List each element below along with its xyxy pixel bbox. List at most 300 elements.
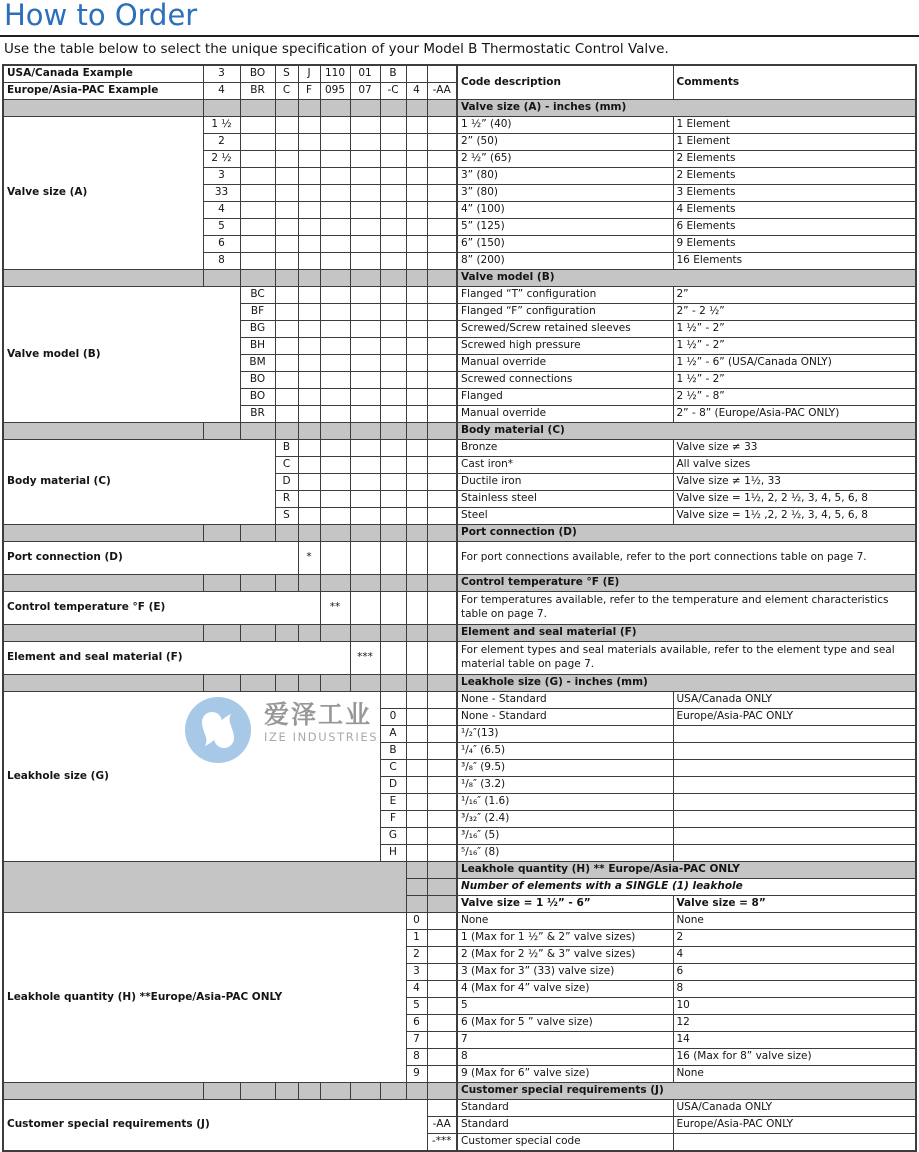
- code-cell: BO: [240, 371, 275, 388]
- empty-cell: [427, 827, 457, 844]
- empty-cell: [380, 507, 406, 524]
- example-code-cell: J: [298, 65, 320, 83]
- comment-cell: 4: [673, 946, 916, 963]
- code-cell: [380, 691, 406, 708]
- empty-cell: [320, 116, 350, 133]
- desc-cell: 4” (100): [457, 201, 673, 218]
- desc-cell: Screwed high pressure: [457, 337, 673, 354]
- empty-cell: [406, 405, 427, 422]
- example-code-cell: BR: [240, 82, 275, 99]
- comment-cell: 2”: [673, 286, 916, 303]
- empty-cell: [320, 218, 350, 235]
- example-code-cell: C: [275, 82, 298, 99]
- empty-cell: [406, 759, 427, 776]
- desc-cell: 2 ½” (65): [457, 150, 673, 167]
- empty-cell: [427, 1065, 457, 1082]
- band-code-cell: [320, 269, 350, 286]
- empty-cell: [350, 286, 380, 303]
- empty-cell: [427, 252, 457, 269]
- band-code-cell: [406, 99, 427, 116]
- code-cell: 0: [380, 708, 406, 725]
- empty-cell: [350, 354, 380, 371]
- comment-cell: 1 ½” - 2”: [673, 337, 916, 354]
- code-cell: S: [275, 507, 298, 524]
- empty-cell: [275, 388, 298, 405]
- band-code-cell: [275, 674, 298, 691]
- comment-cell: All valve sizes: [673, 456, 916, 473]
- desc-cell: 7: [457, 1031, 673, 1048]
- empty-cell: [380, 167, 406, 184]
- empty-cell: [350, 150, 380, 167]
- desc-cell: Flanged: [457, 388, 673, 405]
- desc-cell: 2” (50): [457, 133, 673, 150]
- empty-cell: [427, 980, 457, 997]
- comment-cell: [673, 725, 916, 742]
- empty-cell: [406, 793, 427, 810]
- empty-cell: [350, 235, 380, 252]
- desc-cell: 3 (Max for 3” (33) valve size): [457, 963, 673, 980]
- band-code-cell: [380, 422, 406, 439]
- band-code-cell: [203, 1082, 240, 1099]
- empty-cell: [298, 405, 320, 422]
- code-cell: F: [380, 810, 406, 827]
- desc-cell: 2 (Max for 2 ½” & 3” valve sizes): [457, 946, 673, 963]
- band-code-cell: [406, 269, 427, 286]
- band-code-cell: [298, 422, 320, 439]
- empty-cell: [406, 844, 427, 861]
- empty-cell: [350, 337, 380, 354]
- code-cell: 5: [203, 218, 240, 235]
- empty-cell: [406, 507, 427, 524]
- empty-cell: [380, 303, 406, 320]
- desc-cell: ¹/₂″(13): [457, 725, 673, 742]
- desc-cell: Bronze: [457, 439, 673, 456]
- empty-cell: [320, 184, 350, 201]
- empty-cell: [406, 708, 427, 725]
- example-code-cell: BO: [240, 65, 275, 83]
- band-code-cell: [380, 99, 406, 116]
- section-label: Leakhole size (G): [3, 691, 380, 861]
- desc-cell: ³/₁₆″ (5): [457, 827, 673, 844]
- empty-cell: [350, 133, 380, 150]
- empty-cell: [406, 371, 427, 388]
- code-cell: 2 ½: [203, 150, 240, 167]
- comment-cell: 2” - 8” (Europe/Asia-PAC ONLY): [673, 405, 916, 422]
- empty-cell: [427, 371, 457, 388]
- empty-cell: [320, 337, 350, 354]
- band-code-cell: [275, 422, 298, 439]
- band-code-cell: [350, 624, 380, 641]
- band-code-cell: [406, 1082, 427, 1099]
- desc-cell: 5: [457, 997, 673, 1014]
- band-left-cell: [3, 524, 203, 541]
- band-code-cell: [240, 624, 275, 641]
- code-cell: BG: [240, 320, 275, 337]
- code-cell: 4: [203, 201, 240, 218]
- comment-cell: [673, 810, 916, 827]
- code-cell: BM: [240, 354, 275, 371]
- band-code-cell: [350, 524, 380, 541]
- band-code-cell: [350, 422, 380, 439]
- empty-cell: [427, 133, 457, 150]
- quantity-col-header: Valve size = 8”: [673, 895, 916, 912]
- page-subtitle: Use the table below to select the unique specification of your Model B Thermostatic Control Valve.: [4, 40, 669, 57]
- band-code-cell: [380, 524, 406, 541]
- empty-cell: [320, 167, 350, 184]
- marker-cell: ***: [350, 641, 380, 674]
- empty-cell: [427, 405, 457, 422]
- empty-cell: [427, 997, 457, 1014]
- empty-cell: [240, 252, 275, 269]
- empty-cell: [298, 218, 320, 235]
- example-code-cell: -AA: [427, 82, 457, 99]
- empty-cell: [380, 235, 406, 252]
- band-code-cell: [380, 574, 406, 591]
- band-code-cell: [298, 269, 320, 286]
- empty-cell: [350, 218, 380, 235]
- empty-cell: [406, 742, 427, 759]
- band-code-cell: [203, 674, 240, 691]
- empty-cell: [406, 878, 427, 895]
- empty-cell: [427, 507, 457, 524]
- code-cell: BC: [240, 286, 275, 303]
- band-code-cell: [240, 99, 275, 116]
- empty-cell: [298, 235, 320, 252]
- code-cell: 6: [203, 235, 240, 252]
- code-cell: -AA: [427, 1116, 457, 1133]
- comment-cell: 12: [673, 1014, 916, 1031]
- section-label: Customer special requirements (J): [3, 1099, 427, 1151]
- band-code-cell: [406, 624, 427, 641]
- empty-cell: [406, 167, 427, 184]
- empty-cell: [320, 235, 350, 252]
- empty-cell: [320, 201, 350, 218]
- band-code-cell: [406, 422, 427, 439]
- note-cell: For element types and seal materials available, refer to the element type and seal material table on page 7.: [457, 641, 916, 674]
- desc-cell: 6” (150): [457, 235, 673, 252]
- empty-cell: [298, 252, 320, 269]
- desc-cell: 3” (80): [457, 167, 673, 184]
- empty-cell: [320, 456, 350, 473]
- example-code-cell: 07: [350, 82, 380, 99]
- order-table-body: [3, 65, 916, 1151]
- empty-cell: [275, 405, 298, 422]
- band-left-cell: [3, 574, 203, 591]
- band-left-cell: [3, 99, 203, 116]
- watermark-chinese: 爱泽工业: [264, 700, 373, 729]
- desc-cell: Screwed/Screw retained sleeves: [457, 320, 673, 337]
- empty-cell: [427, 591, 457, 624]
- empty-cell: [275, 235, 298, 252]
- empty-cell: [298, 133, 320, 150]
- code-cell: G: [380, 827, 406, 844]
- empty-cell: [406, 201, 427, 218]
- empty-cell: [275, 133, 298, 150]
- example-code-cell: 3: [203, 65, 240, 83]
- desc-cell: Manual override: [457, 354, 673, 371]
- empty-cell: [406, 184, 427, 201]
- desc-cell: ³/₈″ (9.5): [457, 759, 673, 776]
- empty-cell: [240, 218, 275, 235]
- empty-cell: [427, 691, 457, 708]
- empty-cell: [298, 201, 320, 218]
- empty-cell: [406, 541, 427, 574]
- empty-cell: [320, 388, 350, 405]
- band-code-cell: [427, 99, 457, 116]
- empty-cell: [427, 218, 457, 235]
- section-label: Body material (C): [3, 439, 275, 524]
- comment-cell: 2” - 2 ½”: [673, 303, 916, 320]
- empty-cell: [320, 286, 350, 303]
- empty-cell: [380, 320, 406, 337]
- empty-cell: [427, 490, 457, 507]
- page-title: How to Order: [4, 0, 198, 32]
- note-cell: For temperatures available, refer to the temperature and element characteristics table on page 7.: [457, 591, 916, 624]
- empty-cell: [380, 201, 406, 218]
- empty-cell: [406, 861, 427, 878]
- code-description-header: Code description: [457, 65, 673, 100]
- band-code-cell: [298, 624, 320, 641]
- quantity-subheader: Number of elements with a SINGLE (1) leakhole: [457, 878, 916, 895]
- empty-cell: [298, 473, 320, 490]
- band-left-cell: [3, 422, 203, 439]
- empty-cell: [320, 507, 350, 524]
- empty-cell: [380, 337, 406, 354]
- band-code-cell: [350, 99, 380, 116]
- empty-cell: [427, 150, 457, 167]
- example-code-cell: F: [298, 82, 320, 99]
- empty-cell: [427, 1048, 457, 1065]
- band-code-cell: [406, 524, 427, 541]
- empty-cell: [240, 235, 275, 252]
- comment-cell: 4 Elements: [673, 201, 916, 218]
- empty-cell: [275, 167, 298, 184]
- desc-cell: ¹/₄″ (6.5): [457, 742, 673, 759]
- comment-cell: 8: [673, 980, 916, 997]
- watermark-english: IZE INDUSTRIES: [264, 730, 379, 744]
- comment-cell: [673, 827, 916, 844]
- empty-cell: [320, 133, 350, 150]
- empty-cell: [427, 201, 457, 218]
- band-code-cell: [320, 1082, 350, 1099]
- band-code-cell: [275, 524, 298, 541]
- desc-cell: ³/₃₂″ (2.4): [457, 810, 673, 827]
- band-code-cell: [240, 269, 275, 286]
- empty-cell: [380, 218, 406, 235]
- comment-cell: [673, 1133, 916, 1151]
- example-code-cell: 4: [406, 82, 427, 99]
- empty-cell: [350, 456, 380, 473]
- empty-cell: [298, 150, 320, 167]
- empty-cell: [427, 439, 457, 456]
- band-code-cell: [350, 674, 380, 691]
- band-code-cell: [275, 574, 298, 591]
- empty-cell: [275, 371, 298, 388]
- empty-cell: [380, 286, 406, 303]
- code-cell: 2: [406, 946, 427, 963]
- empty-cell: [427, 320, 457, 337]
- empty-cell: [427, 167, 457, 184]
- band-left-cell: [3, 1082, 203, 1099]
- empty-cell: [240, 150, 275, 167]
- desc-cell: 8: [457, 1048, 673, 1065]
- example-code-cell: -C: [380, 82, 406, 99]
- empty-cell: [350, 405, 380, 422]
- code-cell: 6: [406, 1014, 427, 1031]
- empty-cell: [406, 776, 427, 793]
- desc-cell: 8” (200): [457, 252, 673, 269]
- example-code-cell: B: [380, 65, 406, 83]
- section-label: Valve model (B): [3, 286, 240, 422]
- band-code-cell: [427, 269, 457, 286]
- empty-cell: [320, 490, 350, 507]
- desc-cell: ¹/₈″ (3.2): [457, 776, 673, 793]
- empty-cell: [298, 167, 320, 184]
- empty-cell: [350, 252, 380, 269]
- band-code-cell: [240, 674, 275, 691]
- band-code-cell: [427, 574, 457, 591]
- band-code-cell: [298, 1082, 320, 1099]
- desc-cell: ⁵/₁₆″ (8): [457, 844, 673, 861]
- desc-cell: ¹/₁₆″ (1.6): [457, 793, 673, 810]
- comment-cell: 14: [673, 1031, 916, 1048]
- band-code-cell: [240, 524, 275, 541]
- band-code-cell: [427, 422, 457, 439]
- empty-cell: [275, 150, 298, 167]
- code-cell: 8: [203, 252, 240, 269]
- desc-cell: Manual override: [457, 405, 673, 422]
- comment-cell: 6 Elements: [673, 218, 916, 235]
- comment-cell: Valve size = 1½, 2, 2 ½, 3, 4, 5, 6, 8: [673, 490, 916, 507]
- desc-cell: Standard: [457, 1099, 673, 1116]
- example-label: Europe/Asia-PAC Example: [3, 82, 203, 99]
- empty-cell: [427, 776, 457, 793]
- empty-cell: [275, 116, 298, 133]
- empty-cell: [406, 439, 427, 456]
- code-cell: -***: [427, 1133, 457, 1151]
- band-code-cell: [298, 574, 320, 591]
- code-cell: 8: [406, 1048, 427, 1065]
- code-cell: 7: [406, 1031, 427, 1048]
- empty-cell: [380, 490, 406, 507]
- band-code-cell: [406, 674, 427, 691]
- desc-cell: 5” (125): [457, 218, 673, 235]
- comment-cell: 10: [673, 997, 916, 1014]
- code-cell: B: [275, 439, 298, 456]
- quantity-header-left-block: [3, 861, 406, 912]
- band-code-cell: [203, 422, 240, 439]
- comment-cell: None: [673, 1065, 916, 1082]
- band-title: Valve model (B): [457, 269, 916, 286]
- note-cell: For port connections available, refer to the port connections table on page 7.: [457, 541, 916, 574]
- band-code-cell: [275, 99, 298, 116]
- empty-cell: [320, 473, 350, 490]
- empty-cell: [406, 150, 427, 167]
- comment-cell: [673, 844, 916, 861]
- section-label: Control temperature °F (E): [3, 591, 320, 624]
- empty-cell: [406, 235, 427, 252]
- band-code-cell: [427, 1082, 457, 1099]
- empty-cell: [427, 929, 457, 946]
- empty-cell: [406, 320, 427, 337]
- band-code-cell: [240, 574, 275, 591]
- section-label: Element and seal material (F): [3, 641, 350, 674]
- comment-cell: USA/Canada ONLY: [673, 691, 916, 708]
- band-code-cell: [350, 574, 380, 591]
- desc-cell: 3” (80): [457, 184, 673, 201]
- empty-cell: [427, 303, 457, 320]
- comment-cell: 1 Element: [673, 133, 916, 150]
- code-cell: 0: [406, 912, 427, 929]
- comment-cell: 6: [673, 963, 916, 980]
- empty-cell: [380, 405, 406, 422]
- band-code-cell: [203, 574, 240, 591]
- empty-cell: [350, 490, 380, 507]
- empty-cell: [350, 541, 380, 574]
- band-code-cell: [380, 269, 406, 286]
- band-code-cell: [350, 269, 380, 286]
- code-cell: 33: [203, 184, 240, 201]
- desc-cell: Flanged “F” configuration: [457, 303, 673, 320]
- band-code-cell: [320, 624, 350, 641]
- empty-cell: [320, 150, 350, 167]
- comment-cell: USA/Canada ONLY: [673, 1099, 916, 1116]
- desc-cell: Standard: [457, 1116, 673, 1133]
- empty-cell: [380, 116, 406, 133]
- section-label: Valve size (A): [3, 116, 203, 269]
- desc-cell: Screwed connections: [457, 371, 673, 388]
- empty-cell: [240, 116, 275, 133]
- empty-cell: [350, 303, 380, 320]
- comment-cell: 2 Elements: [673, 150, 916, 167]
- empty-cell: [380, 252, 406, 269]
- code-cell: 9: [406, 1065, 427, 1082]
- empty-cell: [427, 793, 457, 810]
- desc-cell: Cast iron*: [457, 456, 673, 473]
- band-title: Body material (C): [457, 422, 916, 439]
- desc-cell: Customer special code: [457, 1133, 673, 1151]
- empty-cell: [427, 759, 457, 776]
- empty-cell: [298, 320, 320, 337]
- comment-cell: [673, 742, 916, 759]
- example-code-cell: [406, 65, 427, 83]
- comment-cell: 2 Elements: [673, 167, 916, 184]
- desc-cell: 1 (Max for 1 ½” & 2” valve sizes): [457, 929, 673, 946]
- empty-cell: [320, 541, 350, 574]
- empty-cell: [320, 303, 350, 320]
- band-code-cell: [203, 524, 240, 541]
- code-cell: C: [275, 456, 298, 473]
- comments-header: Comments: [673, 65, 916, 100]
- band-title: Customer special requirements (J): [457, 1082, 916, 1099]
- empty-cell: [380, 184, 406, 201]
- empty-cell: [427, 1014, 457, 1031]
- band-left-cell: [3, 624, 203, 641]
- code-cell: 2: [203, 133, 240, 150]
- comment-cell: Valve size ≠ 33: [673, 439, 916, 456]
- band-code-cell: [298, 674, 320, 691]
- marker-cell: **: [320, 591, 350, 624]
- empty-cell: [320, 371, 350, 388]
- empty-cell: [406, 827, 427, 844]
- empty-cell: [320, 320, 350, 337]
- band-code-cell: [320, 524, 350, 541]
- code-cell: R: [275, 490, 298, 507]
- empty-cell: [298, 286, 320, 303]
- band-code-cell: [275, 1082, 298, 1099]
- empty-cell: [298, 354, 320, 371]
- code-cell: C: [380, 759, 406, 776]
